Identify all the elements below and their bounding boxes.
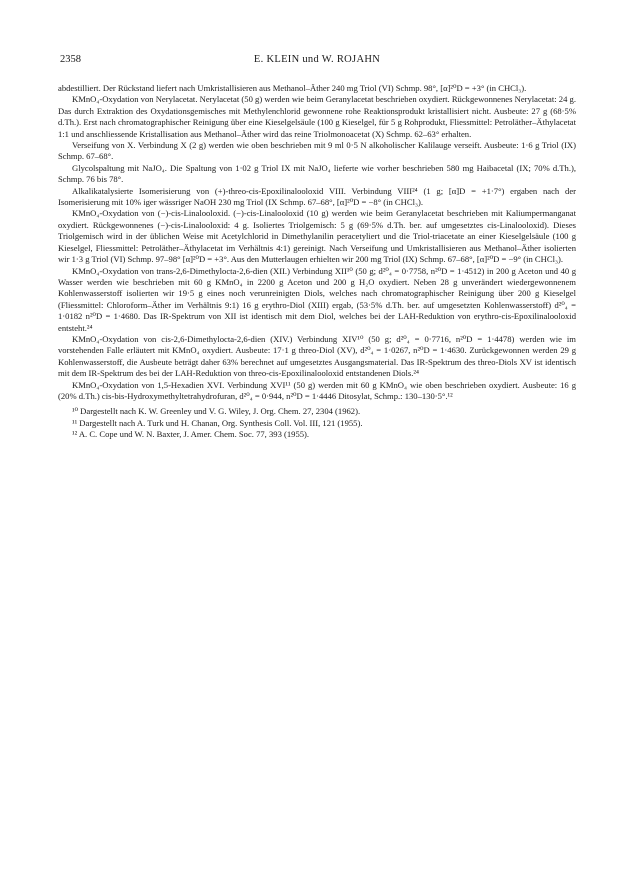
running-header <box>58 54 576 68</box>
paragraph: KMnO₄-Oxydation von (−)-cis-Linalooloxid. (−)-cis-Linalooloxid (10 g) werden wie beim Geranylacetat beschrieben mit Kaliumpermanganat oxydiert. Rückgewonnenes (−)-cis-Linalooloxid: 4 g. Isoliertes Triolgemisch: 5 g (69·5% d.Th. ber. auf umgesetztes cis-Linalooloxid). Dieses Triolgemisch wird in der üblichen Weise mit Acetylchlorid in Dimethylanilin peracetyliert und die Triol-triacetate an einer Kieselgelsäule (100 g Kieselgel, Fliessmittel: Petroläther–Äthylacetat im Verhältnis 4:1) gereinigt. Nach Verseifung und Umkristallisieren aus Methanol–Äther isolierten wir 1·3 g Triol (VI) Schmp. 97–98° [α]²⁰D = +3°. Aus den Mutterlaugen erhielten wir 200 mg Triol (IX) Schmp. 67–68°, [α]²⁰D = −9° (in CHCl₃). <box>58 208 576 265</box>
paragraph: KMnO₄-Oxydation von Nerylacetat. Nerylacetat (50 g) werden wie beim Geranylacetat beschrieben oxydiert. Rückgewonnenes Nerylacetat: 24 g. Das durch Extraktion des Oxydationsgemisches mit Methylenchlorid gewonnene rohe Reaktionsprodukt kristallisiert nicht. Ausbeute: 27 g (68·5% d.Th.). Erst nach chromatographischer Reinigung über eine Kieselgelsäule (100 g Kieselgel, für 5 g Rohprodukt, Fliessmittel: Petroläther–Äthylacetat 1:1 und anschliessende Kristallisation aus Methanol–Äther wird das reine Triolmonoacetat (X) Schmp. 62–63° erhalten. <box>58 94 576 139</box>
footnote: ¹¹ Dargestellt nach A. Turk und H. Chanan, Org. Synthesis Coll. Vol. III, 121 (1955). <box>72 417 363 428</box>
paragraph: Verseifung von X. Verbindung X (2 g) werden wie oben beschrieben mit 9 ml 0·5 N alkoholischer Kalilauge verseift. Ausbeute: 1·6 g Triol (IX) Schmp. 67–68°. <box>58 140 576 162</box>
paragraph: KMnO₄-Oxydation von trans-2,6-Dimethylocta-2,6-dien (XII.) Verbindung XII¹⁰ (50 g; d²⁰₄ = 0·7758, n²⁰D = 1·4512) in 200 g Aceton und 40 g Wasser werden wie beschrieben mit 60 g KMnO₄ in 2200 g Aceton und 200 g H₂O oxydiert. Neben 28 g unverändert wiedergewonnenem Kohlenwasserstoff isolierten wir 19·5 g eines noch verunreinigten Diols, welches nach chromatographischer Reinigung über 200 g Kieselgel (Fliessmittel: Chloroform–Äther im Verhältnis 9:1) 16 g erythro-Diol (XIII) ergab, (53·5% d.Th. ber. auf umgesetzten Kohlenwasserstoff) d²⁰₄ = 1·0182 n²⁰D = 1·4680. Das IR-Spektrum von XII ist identisch mit dem Diol, welches bei der LAH-Reduktion von erythro-cis-Epoxilinalooloxid entsteht.²⁴ <box>58 265 576 333</box>
paragraph: KMnO₄-Oxydation von 1,5-Hexadien XVI. Verbindung XVI¹¹ (50 g) werden mit 60 g KMnO₄ wie oben beschrieben oxydiert. Ausbeute: 16 g (20% d.Th.) cis-bis-Hydroxymethyltetrahydrofuran, d²⁰₄ = 0·944, n²⁰D = 1·4446 Ditosylat, Schmp.: 130–130·5°.¹² <box>58 379 576 401</box>
paragraph: Glycolspaltung mit NaJO₄. Die Spaltung von 1·02 g Triol IX mit NaJO₄ lieferte wie vorher beschrieben 580 mg Haibacetal (IX; 70% d.Th.), Schmp. 76 bis 78°. <box>58 162 576 185</box>
article-body <box>58 83 576 402</box>
paragraph: KMnO₄-Oxydation von cis-2,6-Dimethylocta-2,6-dien (XIV.) Verbindung XIV¹⁰ (50 g; d²⁰₄ = 0·7716, n²⁰D = 1·4478) werden wie im vorstehenden Falle erläutert mit KMnO₄ oxydiert. Ausbeute: 17·1 g threo-Diol (XV), d²⁰₄ = 1·0267, n²⁰D = 1·4630. Zurückgewonnen werden 29 g Kohlenwasserstoff, die Ausbeute beträgt daher 63% berechnet auf umgesetztes Ausgangsmaterial. Das IR-Spektrum des threo-Diols XV ist identisch mit dem IR-Spektrum des bei der LAH-Reduktion von threo-cis-Epoxilinalooloxid entstandenen Diols.²⁴ <box>58 333 576 379</box>
page <box>58 54 576 440</box>
footnotes <box>58 406 576 440</box>
running-head-authors: E. KLEIN und W. ROJAHN <box>253 54 381 65</box>
footnote: ¹² A. C. Cope und W. N. Baxter, J. Amer. Chem. Soc. 77, 393 (1955). <box>72 428 310 439</box>
paragraph: Alkalikatalysierte Isomerisierung von (+)-threo-cis-Epoxilinalooloxid VIII. Verbindung VIII²⁴ (1 g; [α]D = +1·7°) ergaben nach der Isomerisierung mit 10% iger wässriger NaOH 230 mg Triol (IX Schmp. 67–68°, [α]²⁰D = −8° (in CHCl₃). <box>58 185 576 208</box>
page-number: 2358 <box>60 54 81 65</box>
paragraph: abdestilliert. Der Rückstand liefert nach Umkristallisieren aus Methanol–Äther 240 mg Triol (VI) Schmp. 98°, [α]²⁰D = +3° (in CHCl₃). <box>58 83 527 93</box>
footnote: ¹⁰ Dargestellt nach K. W. Greenley und V. G. Wiley, J. Org. Chem. 27, 2304 (1962). <box>72 406 361 417</box>
